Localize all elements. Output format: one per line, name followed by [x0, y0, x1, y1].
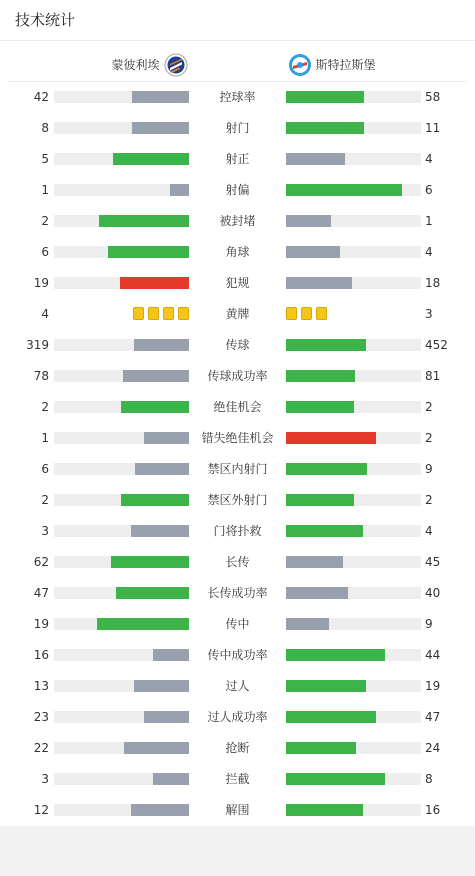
- away-stat-value: 18: [425, 276, 441, 290]
- away-bar-fill: [286, 339, 366, 351]
- home-bar-fill: [132, 91, 189, 103]
- home-bar-fill: [121, 401, 189, 413]
- away-bar-track: [286, 339, 421, 351]
- home-bar-track: [54, 370, 189, 382]
- away-bar-fill: [286, 432, 376, 444]
- home-stat-value: 2: [41, 493, 49, 507]
- home-stat-value: 1: [41, 183, 49, 197]
- away-bar-fill: [286, 463, 367, 475]
- away-stat-value: 8: [425, 772, 433, 786]
- home-stat-value: 22: [33, 741, 49, 755]
- stat-label: 禁区外射门: [207, 493, 268, 507]
- teams-row: [8, 41, 467, 82]
- home-bar-track: [54, 711, 189, 723]
- stat-row: [0, 330, 475, 361]
- home-yellow-cards: [133, 307, 189, 320]
- home-bar-track: [54, 339, 189, 351]
- home-bar-track: [54, 91, 189, 103]
- home-stat-value: 47: [33, 586, 49, 600]
- montpellier-crest-icon: [164, 53, 188, 77]
- home-bar-track: [54, 556, 189, 568]
- home-bar-track: [54, 680, 189, 692]
- home-bar-track: [54, 587, 189, 599]
- away-bar-track: [286, 184, 421, 196]
- away-stat-value: 24: [425, 741, 441, 755]
- home-bar-fill: [113, 153, 189, 165]
- home-stat-value: 12: [33, 803, 49, 817]
- away-stat-value: 44: [425, 648, 441, 662]
- away-yellow-cards: [286, 307, 327, 320]
- home-team[interactable]: [111, 53, 187, 77]
- home-bar-fill: [116, 587, 189, 599]
- away-bar-track: [286, 153, 421, 165]
- away-stat-value: 9: [425, 462, 433, 476]
- home-team-name: 蒙彼利埃: [111, 58, 160, 72]
- home-bar-fill: [170, 184, 189, 196]
- yellow-card-icon: [316, 307, 327, 320]
- away-bar-track: [286, 556, 421, 568]
- away-bar-fill: [286, 804, 363, 816]
- stat-label: 长传成功率: [207, 586, 268, 600]
- home-stat-value: 78: [33, 369, 49, 383]
- away-bar-fill: [286, 122, 364, 134]
- home-bar-fill: [131, 804, 189, 816]
- home-bar-track: [54, 773, 189, 785]
- stat-row: [0, 144, 475, 175]
- away-bar-track: [286, 618, 421, 630]
- away-bar-fill: [286, 401, 354, 413]
- away-stat-value: 2: [425, 400, 433, 414]
- yellow-card-icon: [163, 307, 174, 320]
- stat-row: [0, 640, 475, 671]
- stat-row: [0, 764, 475, 795]
- home-bar-fill: [132, 122, 189, 134]
- stat-row: [0, 671, 475, 702]
- home-bar-fill: [120, 277, 189, 289]
- away-bar-fill: [286, 773, 385, 785]
- away-bar-track: [286, 711, 421, 723]
- stat-label: 过人成功率: [207, 710, 268, 724]
- away-stat-value: 452: [425, 338, 448, 352]
- home-stat-value: 8: [41, 121, 49, 135]
- home-bar-fill: [131, 525, 189, 537]
- away-stat-value: 1: [425, 214, 433, 228]
- stat-label: 犯规: [225, 276, 250, 290]
- away-stat-value: 6: [425, 183, 433, 197]
- away-stat-value: 3: [425, 307, 433, 321]
- home-stat-value: 2: [41, 214, 49, 228]
- away-bar-fill: [286, 494, 354, 506]
- home-stat-value: 16: [33, 648, 49, 662]
- home-bar-track: [54, 494, 189, 506]
- stat-label: 传球: [225, 338, 250, 352]
- stat-row: [0, 578, 475, 609]
- stat-label: 禁区内射门: [207, 462, 268, 476]
- away-bar-fill: [286, 680, 366, 692]
- away-bar-track: [286, 246, 421, 258]
- page-title: 技术统计: [15, 11, 76, 29]
- away-stat-value: 4: [425, 152, 433, 166]
- away-stat-value: 2: [425, 431, 433, 445]
- away-bar-track: [286, 432, 421, 444]
- home-bar-track: [54, 215, 189, 227]
- home-stat-value: 19: [33, 276, 49, 290]
- stat-label: 传球成功率: [207, 369, 268, 383]
- home-stat-value: 23: [33, 710, 49, 724]
- stat-row: [0, 485, 475, 516]
- stat-label: 传中: [225, 617, 250, 631]
- stat-row: [0, 299, 475, 330]
- stat-row: [0, 702, 475, 733]
- stat-label: 过人: [225, 679, 250, 693]
- home-bar-fill: [108, 246, 189, 258]
- stat-label: 控球率: [219, 90, 256, 104]
- home-stat-value: 19: [33, 617, 49, 631]
- away-bar-fill: [286, 277, 352, 289]
- stat-label: 抢断: [225, 741, 250, 755]
- home-bar-fill: [111, 556, 189, 568]
- away-bar-track: [286, 680, 421, 692]
- home-bar-fill: [144, 711, 189, 723]
- stat-label: 解围: [225, 803, 250, 817]
- home-stat-value: 2: [41, 400, 49, 414]
- stat-label: 角球: [225, 245, 250, 259]
- home-bar-track: [54, 432, 189, 444]
- home-bar-track: [54, 122, 189, 134]
- home-stat-value: 42: [33, 90, 49, 104]
- stat-row: [0, 547, 475, 578]
- home-bar-track: [54, 742, 189, 754]
- stat-label: 被封堵: [219, 214, 256, 228]
- away-bar-track: [286, 277, 421, 289]
- home-bar-track: [54, 804, 189, 816]
- away-bar-track: [286, 649, 421, 661]
- away-stat-value: 58: [425, 90, 441, 104]
- away-bar-fill: [286, 370, 355, 382]
- home-stat-value: 4: [41, 307, 49, 321]
- away-bar-track: [286, 91, 421, 103]
- away-stat-value: 2: [425, 493, 433, 507]
- stat-label: 错失绝佳机会: [201, 431, 274, 445]
- away-bar-track: [286, 742, 421, 754]
- stat-label: 门将扑救: [213, 524, 262, 538]
- away-bar-track: [286, 804, 421, 816]
- away-bar-fill: [286, 649, 385, 661]
- away-bar-track: [286, 463, 421, 475]
- yellow-card-icon: [148, 307, 159, 320]
- stat-row: [0, 361, 475, 392]
- stat-row: [0, 423, 475, 454]
- home-stat-value: 3: [41, 772, 49, 786]
- home-stat-value: 319: [26, 338, 49, 352]
- home-bar-track: [54, 153, 189, 165]
- yellow-card-icon: [178, 307, 189, 320]
- home-bar-fill: [144, 432, 189, 444]
- stat-label: 长传: [225, 555, 250, 569]
- home-stat-value: 13: [33, 679, 49, 693]
- stat-label: 传中成功率: [207, 648, 268, 662]
- stat-row: [0, 237, 475, 268]
- away-bar-fill: [286, 711, 376, 723]
- home-stat-value: 5: [41, 152, 49, 166]
- home-bar-track: [54, 525, 189, 537]
- home-bar-track: [54, 401, 189, 413]
- away-stat-value: 47: [425, 710, 441, 724]
- strasbourg-crest-icon: [288, 53, 312, 77]
- home-bar-track: [54, 649, 189, 661]
- stat-row: [0, 82, 475, 113]
- home-bar-track: [54, 618, 189, 630]
- home-stat-value: 1: [41, 431, 49, 445]
- yellow-card-icon: [133, 307, 144, 320]
- home-stat-value: 6: [41, 462, 49, 476]
- stat-row: [0, 175, 475, 206]
- stat-label: 射偏: [225, 183, 250, 197]
- yellow-card-icon: [286, 307, 297, 320]
- home-stat-value: 3: [41, 524, 49, 538]
- home-stat-value: 6: [41, 245, 49, 259]
- yellow-card-icon: [301, 307, 312, 320]
- away-stat-value: 4: [425, 245, 433, 259]
- stat-row: [0, 113, 475, 144]
- home-bar-track: [54, 277, 189, 289]
- home-bar-fill: [153, 773, 189, 785]
- stat-row: [0, 268, 475, 299]
- home-bar-fill: [134, 339, 189, 351]
- away-team[interactable]: [288, 53, 376, 77]
- home-bar-track: [54, 246, 189, 258]
- home-bar-fill: [153, 649, 189, 661]
- away-bar-fill: [286, 618, 329, 630]
- home-bar-fill: [97, 618, 189, 630]
- stat-label: 拦截: [225, 772, 250, 786]
- away-bar-fill: [286, 91, 364, 103]
- stat-row: [0, 795, 475, 826]
- stats-header: [0, 0, 475, 41]
- away-stat-value: 11: [425, 121, 441, 135]
- stat-row: [0, 206, 475, 237]
- away-bar-track: [286, 122, 421, 134]
- away-stat-value: 9: [425, 617, 433, 631]
- away-bar-track: [286, 401, 421, 413]
- stat-row: [0, 609, 475, 640]
- stat-row: [0, 454, 475, 485]
- home-bar-fill: [99, 215, 189, 227]
- away-stat-value: 4: [425, 524, 433, 538]
- stat-label: 射正: [225, 152, 250, 166]
- away-bar-track: [286, 370, 421, 382]
- away-bar-track: [286, 494, 421, 506]
- stat-row: [0, 516, 475, 547]
- home-bar-fill: [134, 680, 189, 692]
- away-bar-fill: [286, 246, 340, 258]
- home-bar-fill: [124, 742, 189, 754]
- home-bar-fill: [121, 494, 189, 506]
- away-bar-fill: [286, 153, 345, 165]
- away-stat-value: 19: [425, 679, 441, 693]
- home-bar-fill: [123, 370, 189, 382]
- away-bar-fill: [286, 587, 348, 599]
- away-stat-value: 81: [425, 369, 441, 383]
- away-bar-fill: [286, 215, 331, 227]
- stat-row: [0, 733, 475, 764]
- stat-label: 黄牌: [225, 307, 250, 321]
- away-bar-fill: [286, 525, 363, 537]
- away-bar-fill: [286, 742, 356, 754]
- stat-label: 射门: [225, 121, 250, 135]
- away-bar-track: [286, 587, 421, 599]
- stat-row: [0, 392, 475, 423]
- away-bar-track: [286, 525, 421, 537]
- away-bar-track: [286, 773, 421, 785]
- away-stat-value: 40: [425, 586, 441, 600]
- away-bar-fill: [286, 556, 343, 568]
- away-team-name: 斯特拉斯堡: [315, 58, 376, 72]
- away-stat-value: 45: [425, 555, 441, 569]
- away-stat-value: 16: [425, 803, 441, 817]
- stat-label: 绝佳机会: [213, 400, 262, 414]
- away-bar-track: [286, 215, 421, 227]
- home-bar-track: [54, 184, 189, 196]
- home-stat-value: 62: [33, 555, 49, 569]
- home-bar-fill: [135, 463, 189, 475]
- home-bar-track: [54, 463, 189, 475]
- away-bar-fill: [286, 184, 402, 196]
